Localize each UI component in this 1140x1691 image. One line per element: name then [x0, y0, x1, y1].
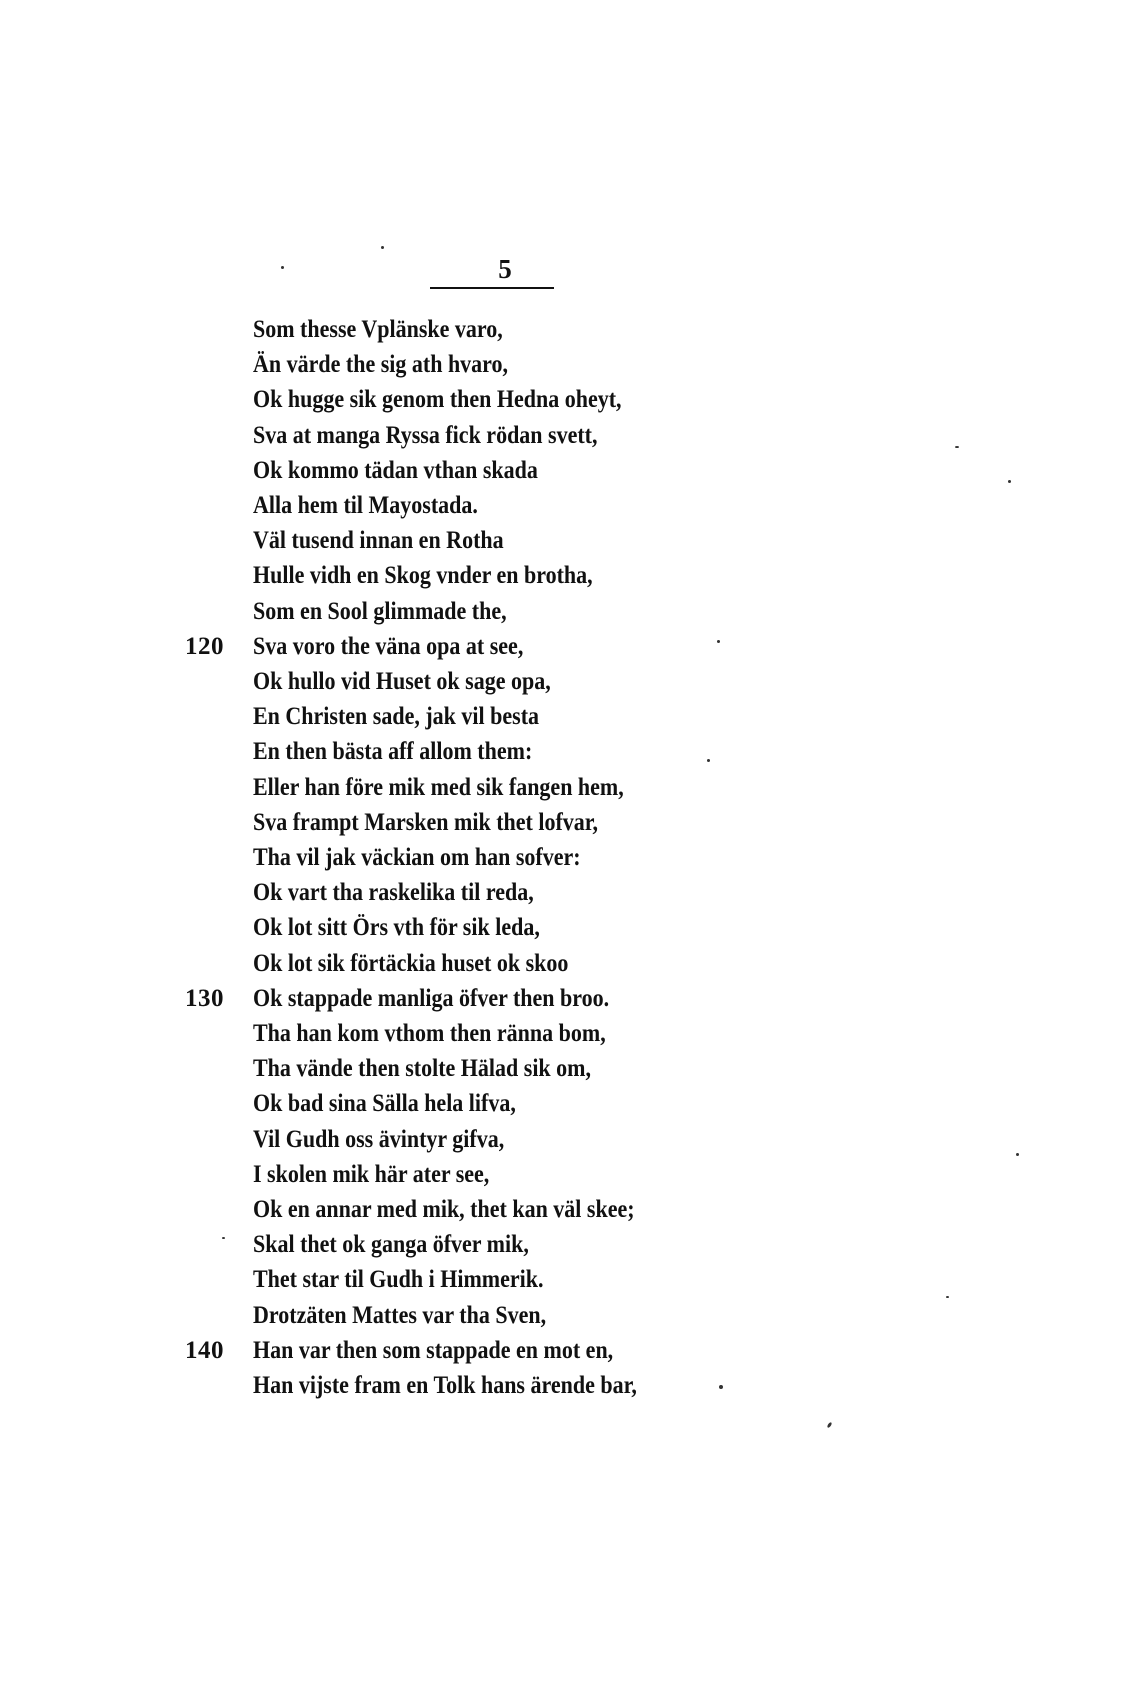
line-text: Sva at manga Ryssa fick rödan svett,: [253, 421, 598, 449]
line-number: 140: [185, 1336, 224, 1364]
line-text: Ok lot sik förtäckia huset ok skoo: [253, 949, 569, 977]
line-text: Ok kommo tädan vthan skada: [253, 456, 538, 484]
line-text: I skolen mik här ater see,: [253, 1160, 490, 1188]
poem-line: [0, 981, 1140, 1016]
poem-line: [0, 664, 1140, 699]
print-speck: [222, 1237, 225, 1239]
poem-line: [0, 523, 1140, 558]
print-speck: [955, 446, 959, 448]
poem-line: [0, 1157, 1140, 1192]
line-text: Hulle vidh en Skog vnder en brotha,: [253, 562, 593, 590]
poem-line: [0, 840, 1140, 875]
poem-line: [0, 629, 1140, 664]
poem-line: [0, 453, 1140, 488]
line-text: Drotzäten Mattes var tha Sven,: [253, 1301, 547, 1329]
poem-line: [0, 1051, 1140, 1086]
poem-line: [0, 946, 1140, 981]
poem-line: [0, 1192, 1140, 1227]
line-text: Som en Sool glimmade the,: [253, 597, 507, 625]
poem-line: [0, 875, 1140, 910]
line-text: Ok en annar med mik, thet kan väl skee;: [253, 1196, 635, 1223]
print-speck: [281, 266, 284, 269]
poem-line: [0, 1227, 1140, 1262]
poem-line: [0, 1122, 1140, 1157]
line-text: Han vijste fram en Tolk hans ärende bar,: [253, 1372, 637, 1399]
line-text: En then bästa aff allom them:: [253, 738, 533, 766]
poem-line: [0, 594, 1140, 629]
poem-line: [0, 1262, 1140, 1297]
poem-line: [0, 805, 1140, 840]
line-text: Som thesse Vplänske varo,: [253, 316, 503, 343]
poem-line: [0, 1086, 1140, 1121]
line-text: Än värde the sig ath hvaro,: [253, 351, 509, 379]
line-text: Tha vil jak väckian om han sofver:: [253, 844, 581, 871]
print-speck: [1016, 1153, 1019, 1156]
line-number: 130: [185, 984, 224, 1012]
line-text: Alla hem til Mayostada.: [253, 492, 478, 519]
print-speck: [827, 1422, 833, 1429]
line-text: Tha vände then stolte Hälad sik om,: [253, 1055, 592, 1083]
poem-line: [0, 770, 1140, 805]
poem-line: [0, 418, 1140, 453]
line-text: Ok lot sitt Örs vth för sik leda,: [253, 914, 540, 942]
poem-line: [0, 699, 1140, 734]
print-speck: [381, 246, 384, 249]
print-speck: [707, 759, 710, 762]
poem-line: [0, 347, 1140, 382]
line-text: Skal thet ok ganga öfver mik,: [253, 1231, 529, 1259]
line-text: Ok vart tha raskelika til reda,: [253, 879, 534, 907]
poem-line: [0, 1016, 1140, 1051]
header-rule: [430, 287, 554, 289]
line-text: Han var then som stappade en mot en,: [253, 1336, 614, 1364]
line-text: Ok hugge sik genom then Hedna oheyt,: [253, 386, 622, 414]
poem-line: [0, 1333, 1140, 1368]
poem-line: [0, 382, 1140, 417]
line-text: Ok hullo vid Huset ok sage opa,: [253, 668, 551, 695]
line-text: Thet star til Gudh i Himmerik.: [253, 1266, 544, 1294]
print-speck: [946, 1296, 949, 1298]
line-text: Ok stappade manliga öfver then broo.: [253, 984, 610, 1012]
line-text: Tha han kom vthom then ränna bom,: [253, 1020, 606, 1047]
line-text: En Christen sade, jak vil besta: [253, 703, 540, 731]
print-speck: [719, 1385, 723, 1389]
poem-line: [0, 1368, 1140, 1403]
line-text: Sva voro the väna opa at see,: [253, 632, 524, 660]
page-number: 5: [498, 254, 512, 284]
print-speck: [717, 640, 720, 643]
poem-line: [0, 910, 1140, 945]
poem-line: [0, 734, 1140, 769]
line-text: Sva frampt Marsken mik thet lofvar,: [253, 808, 599, 836]
line-text: Vil Gudh oss ävintyr gifva,: [253, 1125, 505, 1153]
poem-line: [0, 558, 1140, 593]
poem-line: [0, 1298, 1140, 1333]
poem-line: [0, 312, 1140, 347]
print-speck: [1008, 480, 1011, 483]
line-text: Eller han före mik med sik fangen hem,: [253, 773, 624, 801]
line-text: Väl tusend innan en Rotha: [253, 527, 504, 555]
line-text: Ok bad sina Sälla hela lifva,: [253, 1090, 516, 1118]
poem-line: [0, 488, 1140, 523]
line-number: 120: [185, 632, 224, 660]
